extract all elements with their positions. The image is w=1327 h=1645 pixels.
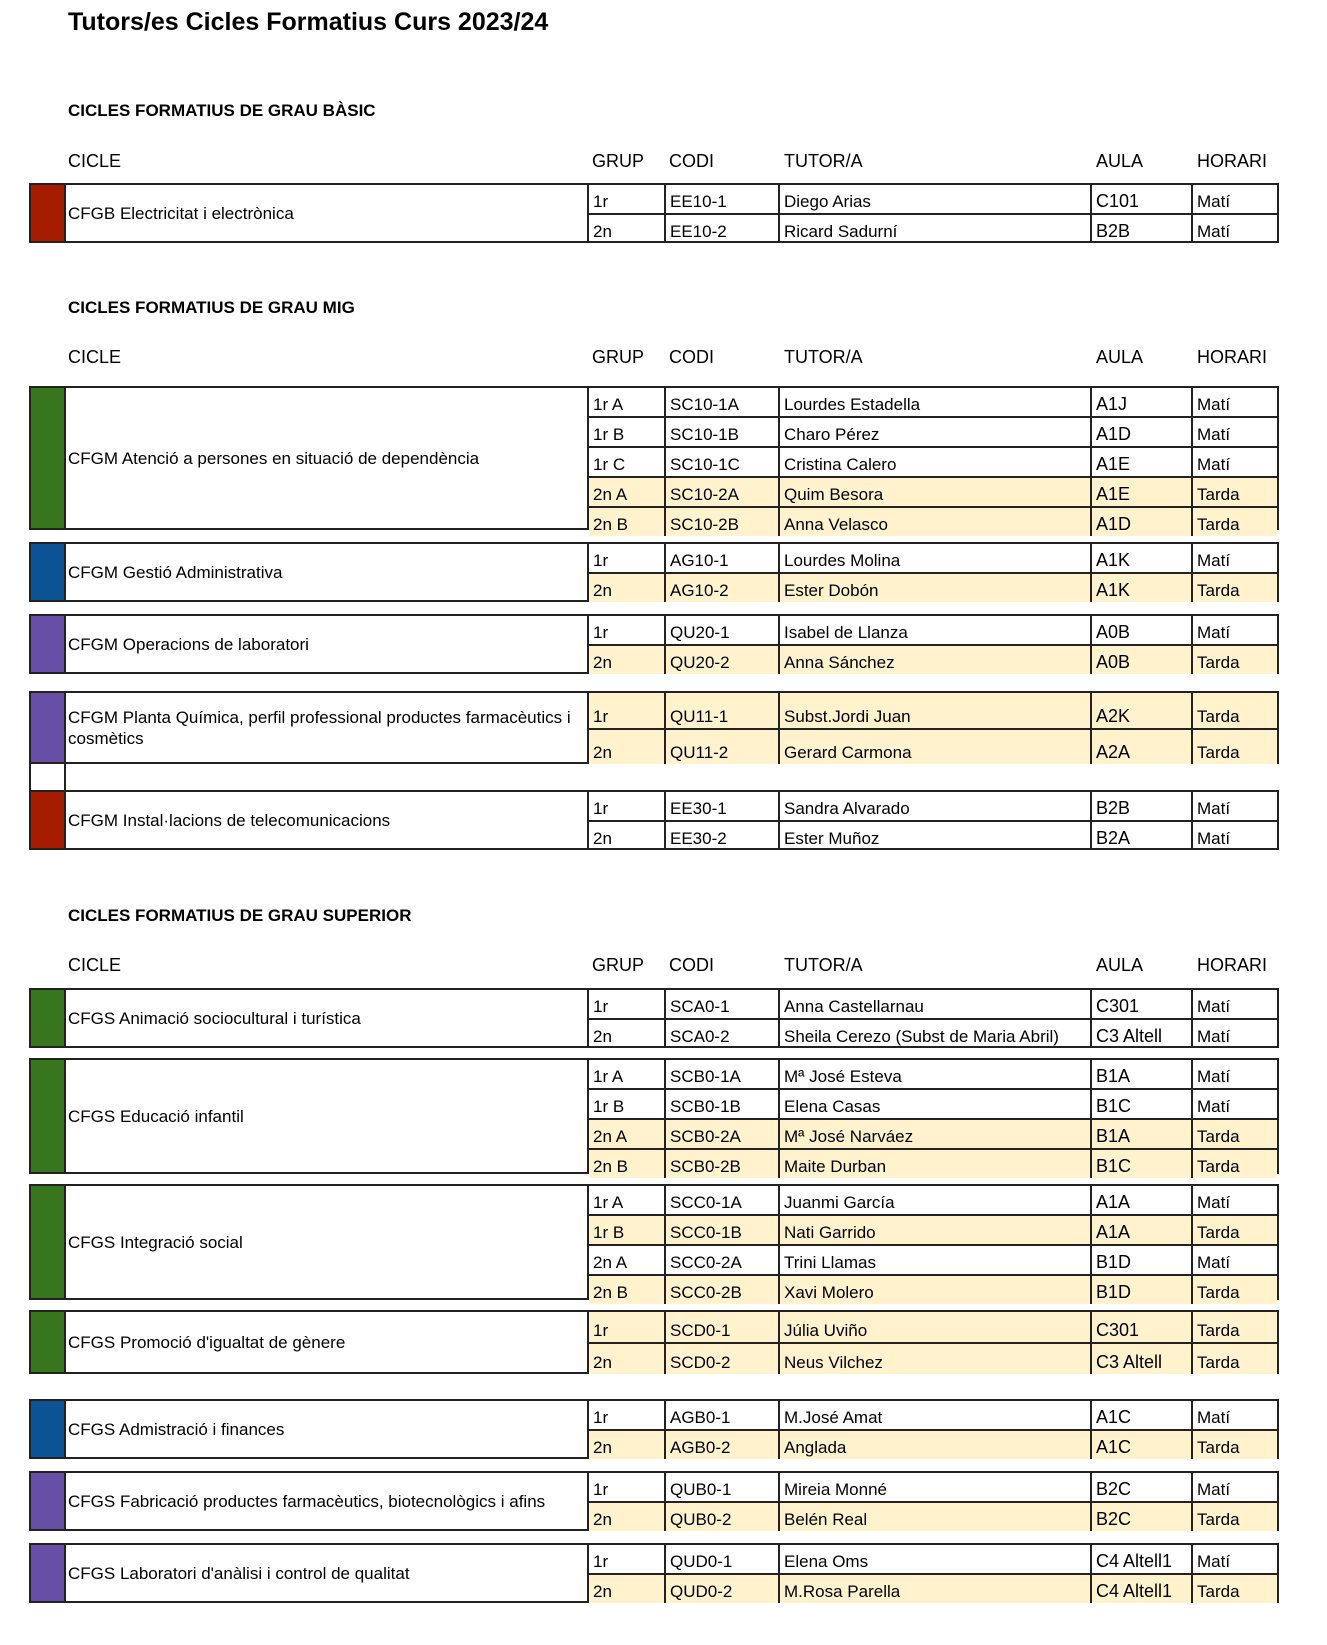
cell-codi: SCB0-1B [666, 1090, 780, 1118]
cell-grup: 2n [589, 822, 666, 850]
cell-grup: 1r B [589, 1090, 666, 1118]
cell-tutor: Nati Garrido [780, 1216, 1092, 1244]
cell-horari: Matí [1197, 425, 1231, 444]
table-row [589, 616, 1277, 646]
cell-tutor: Anna Velasco [780, 508, 1092, 536]
column-header-cicle: CICLE [68, 347, 122, 367]
cell-aula: B2A [1092, 822, 1193, 850]
cell-horari: Tarda [1197, 1157, 1240, 1176]
cell-codi: SCB0-2B [666, 1150, 780, 1178]
section-title: CICLES FORMATIUS DE GRAU SUPERIOR [68, 906, 412, 925]
cycle-name: CFGM Atenció a persones en situació de dependència [68, 448, 480, 468]
column-header-horari: HORARI [1197, 347, 1268, 367]
cycle-color-bar [31, 792, 66, 848]
cycle-color-bar [31, 1186, 66, 1298]
cell-horari: Tarda [1197, 1438, 1240, 1457]
cell-horari: Tarda [1197, 707, 1240, 726]
group-rows [587, 1060, 1277, 1176]
cell-codi: QUB0-2 [666, 1503, 780, 1531]
cell-codi: EE10-1 [666, 185, 780, 213]
table-row [589, 646, 1277, 674]
cycle-color-bar [31, 1312, 66, 1372]
cell-aula: C3 Altell [1092, 1020, 1193, 1048]
table-row [589, 1020, 1277, 1048]
cell-horari: Tarda [1197, 1283, 1240, 1302]
cell-grup: 1r B [589, 418, 666, 446]
cell-codi: EE30-2 [666, 822, 780, 850]
cell-tutor: Mª José Narváez [780, 1120, 1092, 1148]
column-header-aula: AULA [1096, 151, 1144, 171]
cell-codi: EE30-1 [666, 792, 780, 820]
group-rows [587, 1545, 1277, 1601]
cycle-block [29, 1543, 1279, 1603]
group-rows [587, 616, 1277, 672]
cycle-block [29, 1399, 1279, 1459]
cycle-color-bar [31, 693, 66, 762]
cell-tutor: Lourdes Estadella [780, 388, 1092, 416]
table-row [589, 1401, 1277, 1431]
table-row [589, 822, 1277, 850]
cell-grup: 1r [589, 1312, 666, 1342]
table-row [589, 508, 1277, 536]
cell-horari: Tarda [1197, 1353, 1240, 1372]
cell-grup: 2n B [589, 508, 666, 536]
cell-horari: Matí [1197, 997, 1231, 1016]
cell-codi: SC10-2A [666, 478, 780, 506]
cell-tutor: Ester Muñoz [780, 822, 1092, 850]
cell-codi: SCB0-1A [666, 1060, 780, 1088]
cell-tutor: Diego Arias [780, 185, 1092, 213]
column-header-tutor: TUTOR/A [784, 955, 863, 975]
cycle-color-bar [31, 1060, 66, 1172]
cell-grup: 1r [589, 990, 666, 1018]
cell-tutor: Ricard Sadurní [780, 215, 1092, 243]
column-header-tutor: TUTOR/A [784, 347, 863, 367]
column-header-codi: CODI [669, 151, 714, 171]
cell-tutor: Anna Sánchez [780, 646, 1092, 674]
cycle-color-bar [31, 185, 66, 241]
table-row [589, 544, 1277, 574]
cell-aula: A1D [1092, 508, 1193, 536]
cell-horari: Matí [1197, 222, 1231, 241]
cell-codi: SCB0-2A [666, 1120, 780, 1148]
cycle-block [29, 1310, 1279, 1374]
cycle-block [29, 542, 1279, 602]
cycle-name: CFGM Instal·lacions de telecomunicacions [68, 810, 391, 830]
column-header-cicle: CICLE [68, 151, 122, 171]
cell-horari: Matí [1197, 799, 1231, 818]
cell-horari: Matí [1197, 551, 1231, 570]
cell-horari: Matí [1197, 455, 1231, 474]
cell-aula: C4 Altell1 [1092, 1545, 1193, 1573]
cell-aula: A1A [1092, 1186, 1193, 1214]
cell-codi: SC10-1C [666, 448, 780, 476]
cycle-color-bar [31, 990, 66, 1046]
table-row [589, 1312, 1277, 1344]
column-header-horari: HORARI [1197, 151, 1268, 171]
cycle-block [29, 1058, 1279, 1174]
cell-aula: A1E [1092, 478, 1193, 506]
table-row [589, 990, 1277, 1020]
cell-codi: QU11-1 [666, 693, 780, 728]
cycle-name: CFGS Educació infantil [68, 1106, 244, 1126]
cell-tutor: Sheila Cerezo (Subst de Maria Abril) [780, 1020, 1092, 1048]
cell-aula: B1D [1092, 1246, 1193, 1274]
cell-aula: A1D [1092, 418, 1193, 446]
cell-tutor: M.Rosa Parella [780, 1575, 1092, 1603]
cell-tutor: Xavi Molero [780, 1276, 1092, 1304]
cell-codi: AG10-2 [666, 574, 780, 602]
table-row [589, 1575, 1277, 1603]
group-rows [587, 1186, 1277, 1302]
cell-codi: SCA0-2 [666, 1020, 780, 1048]
column-header-grup: GRUP [592, 955, 645, 975]
column-header-codi: CODI [669, 347, 714, 367]
group-rows [587, 544, 1277, 600]
cycle-name: CFGS Admistració i finances [68, 1419, 285, 1439]
cell-tutor: Neus Vilchez [780, 1344, 1092, 1374]
cycle-color-bar [31, 616, 66, 672]
cell-grup: 2n [589, 1020, 666, 1048]
cell-tutor: Subst.Jordi Juan [780, 693, 1092, 728]
cell-aula: A0B [1092, 616, 1193, 644]
group-rows [587, 185, 1277, 241]
group-rows [587, 792, 1277, 848]
cell-horari: Matí [1197, 395, 1231, 414]
group-rows [587, 693, 1277, 762]
table-row [589, 574, 1277, 602]
cell-horari: Tarda [1197, 743, 1240, 762]
cell-aula: B1D [1092, 1276, 1193, 1304]
cycle-name: CFGB Electricitat i electrònica [68, 203, 294, 223]
cell-grup: 1r [589, 616, 666, 644]
cell-tutor: Mª José Esteva [780, 1060, 1092, 1088]
cell-tutor: Charo Pérez [780, 418, 1092, 446]
cell-horari: Tarda [1197, 1510, 1240, 1529]
cycle-name: CFGS Fabricació productes farmacèutics, biotecnològics i afins [68, 1491, 546, 1511]
cell-codi: SC10-2B [666, 508, 780, 536]
cell-grup: 1r [589, 1545, 666, 1573]
cell-tutor: M.José Amat [780, 1401, 1092, 1429]
cell-codi: QU11-2 [666, 730, 780, 764]
table-row [589, 1150, 1277, 1178]
cell-grup: 1r [589, 693, 666, 728]
cell-grup: 2n [589, 574, 666, 602]
cell-horari: Matí [1197, 1097, 1231, 1116]
cell-codi: QUD0-1 [666, 1545, 780, 1573]
cell-horari: Tarda [1197, 1321, 1240, 1340]
cell-grup: 1r B [589, 1216, 666, 1244]
cell-tutor: Trini Llamas [780, 1246, 1092, 1274]
cell-horari: Matí [1197, 1408, 1231, 1427]
table-row [589, 448, 1277, 478]
column-header-tutor: TUTOR/A [784, 151, 863, 171]
cell-horari: Matí [1197, 623, 1231, 642]
cell-codi: SCC0-2B [666, 1276, 780, 1304]
cell-horari: Matí [1197, 192, 1231, 211]
cell-aula: B1A [1092, 1060, 1193, 1088]
cell-grup: 1r A [589, 1186, 666, 1214]
cell-grup: 2n A [589, 1246, 666, 1274]
cell-grup: 2n B [589, 1150, 666, 1178]
cell-grup: 2n [589, 1575, 666, 1603]
cell-horari: Matí [1197, 1480, 1231, 1499]
table-row [589, 1246, 1277, 1276]
group-rows [587, 1473, 1277, 1529]
cell-aula: A2A [1092, 730, 1193, 764]
cell-aula: A0B [1092, 646, 1193, 674]
cycle-name: CFGS Laboratori d'anàlisi i control de qualitat [68, 1563, 410, 1583]
cell-horari: Tarda [1197, 485, 1240, 504]
cell-horari: Matí [1197, 1027, 1231, 1046]
cell-grup: 2n [589, 215, 666, 243]
cell-grup: 2n [589, 1431, 666, 1459]
column-header-grup: GRUP [592, 151, 645, 171]
cycle-color-bar [31, 1545, 66, 1601]
table-row [589, 478, 1277, 508]
table-row [589, 1120, 1277, 1150]
cell-aula: B1C [1092, 1150, 1193, 1178]
cell-codi: QUB0-1 [666, 1473, 780, 1501]
cell-tutor: Juanmi García [780, 1186, 1092, 1214]
table-row [589, 1431, 1277, 1459]
group-rows [587, 1401, 1277, 1457]
cell-horari: Matí [1197, 829, 1231, 848]
cell-codi: SCC0-2A [666, 1246, 780, 1274]
cycle-block [29, 1184, 1279, 1300]
cell-aula: B2C [1092, 1473, 1193, 1501]
table-row [589, 792, 1277, 822]
cycle-block [29, 1471, 1279, 1531]
cycle-color-bar [31, 1401, 66, 1457]
cell-codi: SC10-1A [666, 388, 780, 416]
group-rows [587, 1312, 1277, 1372]
cell-grup: 2n A [589, 1120, 666, 1148]
cycle-block [29, 790, 1279, 850]
table-row [589, 1060, 1277, 1090]
cell-tutor: Sandra Alvarado [780, 792, 1092, 820]
column-header-grup: GRUP [592, 347, 645, 367]
cell-horari: Matí [1197, 1067, 1231, 1086]
cell-tutor: Quim Besora [780, 478, 1092, 506]
cell-aula: A1C [1092, 1401, 1193, 1429]
cycle-name: CFGM Planta Química, perfil professional productes farmacèutics i cosmètics [68, 707, 571, 748]
column-header-aula: AULA [1096, 347, 1144, 367]
cell-grup: 1r C [589, 448, 666, 476]
cell-codi: AGB0-1 [666, 1401, 780, 1429]
table-row [589, 693, 1277, 730]
cell-codi: SCD0-1 [666, 1312, 780, 1342]
empty-spacer-row [29, 760, 1279, 792]
cell-codi: SCD0-2 [666, 1344, 780, 1374]
table-row [589, 1503, 1277, 1531]
cell-grup: 2n A [589, 478, 666, 506]
group-rows [587, 990, 1277, 1046]
cell-aula: C4 Altell1 [1092, 1575, 1193, 1603]
table-row [589, 215, 1277, 243]
group-rows [587, 388, 1277, 534]
cycle-name: CFGS Promoció d'igualtat de gènere [68, 1332, 346, 1352]
cycle-color-bar [31, 544, 66, 600]
cycle-block [29, 691, 1279, 764]
cell-tutor: Anglada [780, 1431, 1092, 1459]
column-header-horari: HORARI [1197, 955, 1268, 975]
cell-tutor: Elena Casas [780, 1090, 1092, 1118]
table-row [589, 418, 1277, 448]
cell-aula: A1J [1092, 388, 1193, 416]
cell-codi: EE10-2 [666, 215, 780, 243]
cell-tutor: Lourdes Molina [780, 544, 1092, 572]
column-header-codi: CODI [669, 955, 714, 975]
cycle-block [29, 614, 1279, 674]
cell-grup: 2n [589, 646, 666, 674]
page-title: Tutors/es Cicles Formatius Curs 2023/24 [68, 8, 549, 36]
cell-codi: QUD0-2 [666, 1575, 780, 1603]
cell-codi: QU20-1 [666, 616, 780, 644]
cell-tutor: Ester Dobón [780, 574, 1092, 602]
table-row [589, 1090, 1277, 1120]
cell-aula: A1K [1092, 544, 1193, 572]
cell-horari: Tarda [1197, 1223, 1240, 1242]
cell-tutor: Belén Real [780, 1503, 1092, 1531]
cycle-color-bar [31, 1473, 66, 1529]
cell-horari: Tarda [1197, 1582, 1240, 1601]
cycle-name: CFGM Operacions de laboratori [68, 634, 309, 654]
table-row [589, 1276, 1277, 1304]
table-row [589, 1545, 1277, 1575]
cell-aula: B2B [1092, 215, 1193, 243]
cell-grup: 2n [589, 1503, 666, 1531]
cell-grup: 1r [589, 1401, 666, 1429]
cell-horari: Tarda [1197, 515, 1240, 534]
cycle-name: CFGM Gestió Administrativa [68, 562, 283, 582]
section-title: CICLES FORMATIUS DE GRAU MIG [68, 298, 355, 317]
cell-grup: 2n B [589, 1276, 666, 1304]
cell-tutor: Mireia Monné [780, 1473, 1092, 1501]
cell-aula: A1K [1092, 574, 1193, 602]
cell-aula: B1C [1092, 1090, 1193, 1118]
cell-codi: SCA0-1 [666, 990, 780, 1018]
column-header-cicle: CICLE [68, 955, 122, 975]
cell-aula: A1C [1092, 1431, 1193, 1459]
cell-tutor: Maite Durban [780, 1150, 1092, 1178]
table-row [589, 388, 1277, 418]
cell-aula: C101 [1092, 185, 1193, 213]
cell-tutor: Elena Oms [780, 1545, 1092, 1573]
cell-horari: Tarda [1197, 1127, 1240, 1146]
cell-grup: 1r [589, 544, 666, 572]
table-row [589, 185, 1277, 215]
cell-horari: Matí [1197, 1193, 1231, 1212]
cell-grup: 1r [589, 792, 666, 820]
cell-grup: 2n [589, 1344, 666, 1374]
column-header-aula: AULA [1096, 955, 1144, 975]
cell-aula: C301 [1092, 1312, 1193, 1342]
cycle-block [29, 386, 1279, 534]
cell-horari: Tarda [1197, 581, 1240, 600]
cell-tutor: Isabel de Llanza [780, 616, 1092, 644]
cell-horari: Matí [1197, 1552, 1231, 1571]
cycle-name: CFGS Animació sociocultural i turística [68, 1008, 361, 1028]
cell-aula: A1A [1092, 1216, 1193, 1244]
cell-aula: C3 Altell [1092, 1344, 1193, 1374]
cell-grup: 1r [589, 185, 666, 213]
cell-aula: A1E [1092, 448, 1193, 476]
cell-tutor: Cristina Calero [780, 448, 1092, 476]
cell-tutor: Anna Castellarnau [780, 990, 1092, 1018]
cell-tutor: Júlia Uviño [780, 1312, 1092, 1342]
cell-codi: SCC0-1B [666, 1216, 780, 1244]
cell-tutor: Gerard Carmona [780, 730, 1092, 764]
cell-horari: Tarda [1197, 653, 1240, 672]
cell-aula: B2C [1092, 1503, 1193, 1531]
table-row [589, 1216, 1277, 1246]
table-row [589, 1473, 1277, 1503]
cell-grup: 1r [589, 1473, 666, 1501]
table-row [589, 1344, 1277, 1374]
section-title: CICLES FORMATIUS DE GRAU BÀSIC [68, 101, 376, 120]
cell-codi: SC10-1B [666, 418, 780, 446]
cell-aula: C301 [1092, 990, 1193, 1018]
empty-color-bar [31, 760, 66, 792]
cell-codi: AG10-1 [666, 544, 780, 572]
cell-grup: 1r A [589, 388, 666, 416]
cell-grup: 2n [589, 730, 666, 764]
cell-aula: A2K [1092, 693, 1193, 728]
table-row [589, 1186, 1277, 1216]
cell-codi: QU20-2 [666, 646, 780, 674]
cycle-color-bar [31, 388, 66, 528]
cycle-block [29, 988, 1279, 1048]
cell-codi: SCC0-1A [666, 1186, 780, 1214]
cell-aula: B2B [1092, 792, 1193, 820]
cell-codi: AGB0-2 [666, 1431, 780, 1459]
cycle-name: CFGS Integració social [68, 1232, 243, 1252]
cell-horari: Matí [1197, 1253, 1231, 1272]
table-row [589, 730, 1277, 764]
cell-grup: 1r A [589, 1060, 666, 1088]
cell-aula: B1A [1092, 1120, 1193, 1148]
cycle-block [29, 183, 1279, 243]
